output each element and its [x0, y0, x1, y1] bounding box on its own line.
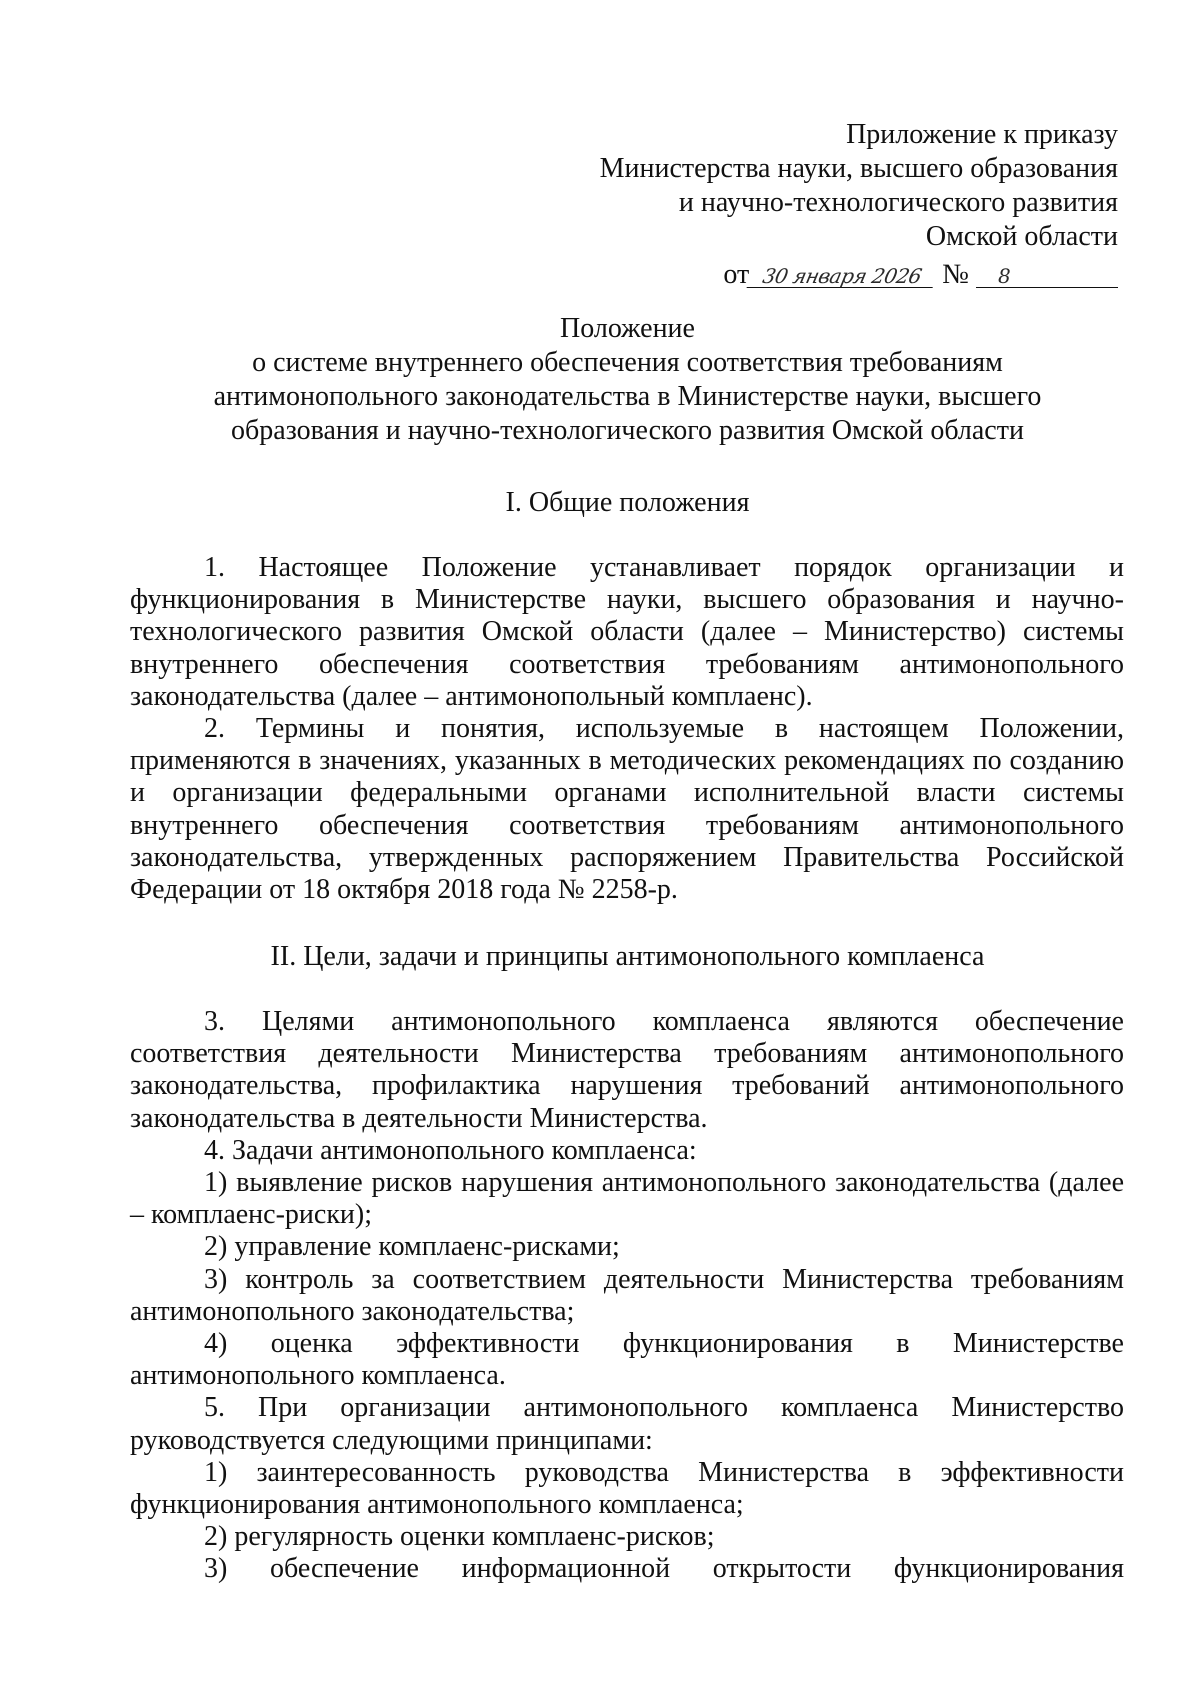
title-line-4: образования и научно-технологического развития Омской области [231, 415, 1024, 446]
title-line-2: о системе внутреннего обеспечения соответствия требованиям [252, 347, 1003, 378]
handwritten-date: 30 января 2026 [747, 265, 938, 288]
paragraph-1: 1. Настоящее Положение устанавливает порядок организации и функционирования в Министерстве науки, высшего образования и научно-технологического развития Омской области (далее – Министерство) системы внутреннего обеспечения соответствия требованиям антимонопольного законодательства (далее – антимонопольный комплаенс). [130, 552, 1124, 712]
paragraph-5-item-3: 3) обеспечение информационной открытости функционирования [204, 1553, 1124, 1585]
header-line-1: Приложение к приказу [846, 119, 1118, 150]
paragraph-4-item-2: 2) управление комплаенс-рисками; [204, 1231, 620, 1263]
document-title [130, 312, 1125, 448]
number-label: № [942, 259, 969, 290]
section-1-body [130, 552, 1124, 906]
section-1-heading: I. Общие положения [505, 487, 750, 518]
paragraph-5: 5. При организации антимонопольного комплаенса Министерство руководствуется следующими принципами: [130, 1392, 1124, 1456]
header-line-2: Министерства науки, высшего образования [599, 153, 1118, 184]
appendix-header [600, 118, 1118, 292]
section-2-body [130, 1006, 1124, 1586]
handwritten-number: 8 [976, 265, 1118, 288]
header-line-3: и научно-технологического развития [678, 187, 1118, 218]
title-line-1: Положение [560, 313, 695, 344]
title-line-3: антимонопольного законодательства в Министерстве науки, высшего [213, 381, 1042, 412]
paragraph-5-item-2: 2) регулярность оценки комплаенс-рисков; [204, 1521, 715, 1553]
section-2-heading: II. Цели, задачи и принципы антимонопольного комплаенса [270, 941, 985, 972]
order-date-number-line [600, 258, 1118, 292]
paragraph-4-item-4: 4) оценка эффективности функционирования в Министерстве антимонопольного комплаенса. [130, 1328, 1124, 1392]
paragraph-4-item-3: 3) контроль за соответствием деятельности Министерства требованиям антимонопольного законодательства; [130, 1263, 1124, 1327]
date-prefix: от [723, 259, 750, 290]
header-line-4: Омской области [925, 221, 1118, 252]
paragraph-3: 3. Целями антимонопольного комплаенса являются обеспечение соответствия деятельности Министерства требованиям антимонопольного законодательства, профилактика нарушения требований антимонопольного законодательства в деятельности Министерства. [130, 1006, 1124, 1134]
paragraph-2: 2. Термины и понятия, используемые в настоящем Положении, применяются в значениях, указанных в методических рекомендациях по созданию и организации федеральными органами исполнительной власти системы внутреннего обеспечения соответствия требованиям антимонопольного законодательства, утвержденных распоряжением Правительства Российской Федерации от 18 октября 2018 года № 2258-р. [130, 713, 1124, 906]
paragraph-4-item-1: 1) выявление рисков нарушения антимонопольного законодательства (далее – комплаенс-риски); [130, 1167, 1124, 1231]
paragraph-5-item-1: 1) заинтересованность руководства Министерства в эффективности функционирования антимонопольного комплаенса; [130, 1456, 1124, 1521]
paragraph-4: 4. Задачи антимонопольного комплаенса: [204, 1134, 697, 1166]
